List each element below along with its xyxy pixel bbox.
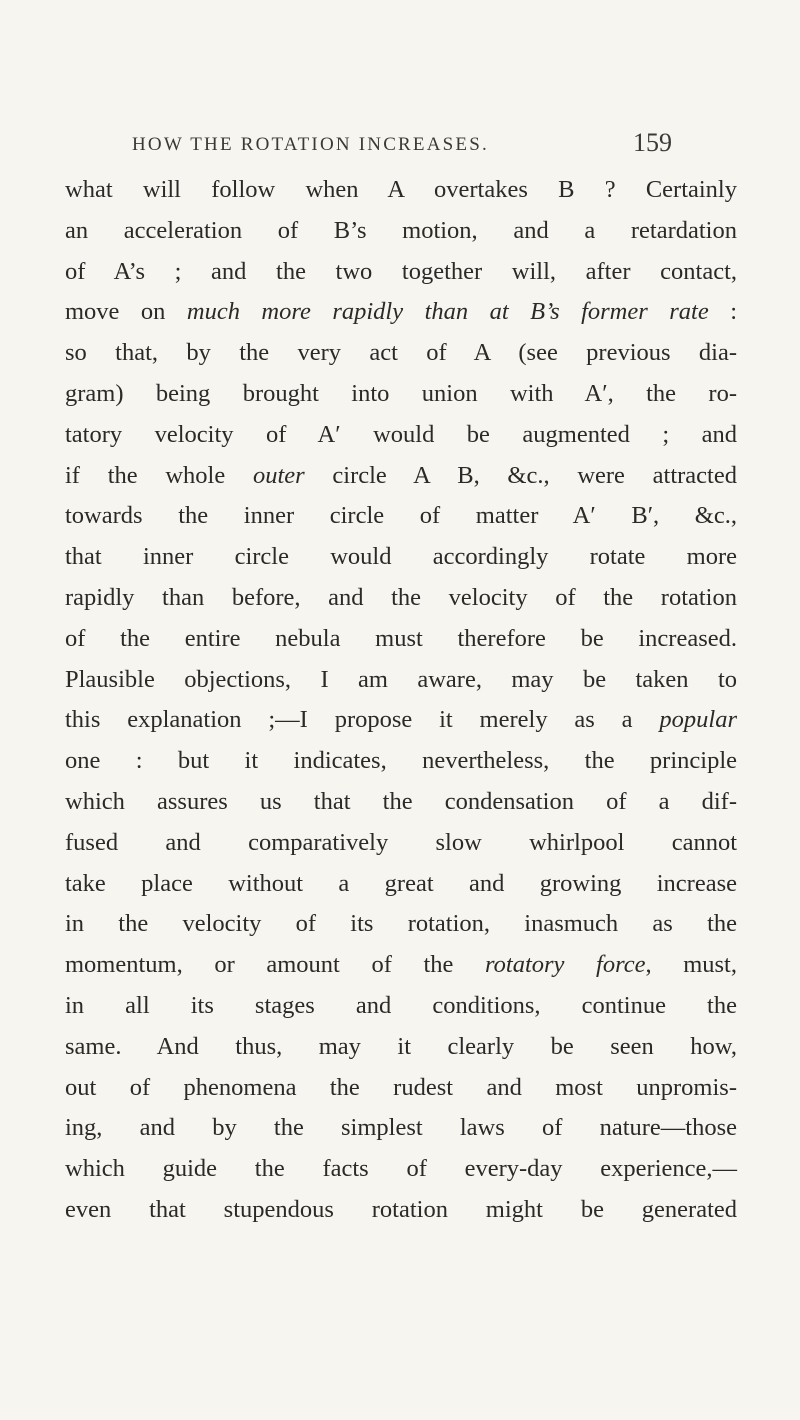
text-run: circle A B, &c., were attracted <box>304 461 737 489</box>
text-run: so that, by the very act of A (see previous dia- <box>65 339 737 367</box>
text-run: out of phenomena the rudest and most unpromis- <box>65 1073 737 1101</box>
text-line <box>65 170 737 211</box>
text-line <box>65 1108 737 1149</box>
text-line <box>65 945 737 986</box>
text-run: : <box>708 298 737 326</box>
text-line <box>65 456 737 497</box>
text-run: this explanation ;—I propose it merely as a <box>65 706 660 734</box>
text-line <box>65 252 737 293</box>
text-line <box>65 1190 737 1231</box>
italic-text: outer <box>252 461 305 489</box>
italic-text: rotatory force <box>485 951 646 979</box>
text-line <box>65 660 737 701</box>
italic-text: popular <box>659 706 737 734</box>
text-line <box>65 823 737 864</box>
text-line <box>65 904 737 945</box>
text-run: Plausible objections, I am aware, may be taken to <box>65 665 737 693</box>
text-line <box>65 496 737 537</box>
text-run: if the whole <box>65 461 253 489</box>
text-run: of the entire nebula must therefore be increased. <box>65 624 737 652</box>
text-run: which assures us that the condensation of a dif- <box>65 787 737 815</box>
text-run: move on <box>65 298 187 326</box>
text-line <box>65 1149 737 1190</box>
text-run: an acceleration of B’s motion, and a retardation <box>65 216 737 244</box>
text-run: one : but it indicates, nevertheless, the principle <box>65 747 737 775</box>
text-run: , must, <box>645 951 737 979</box>
text-run: which guide the facts of every-day experience,— <box>65 1155 737 1183</box>
text-line <box>65 415 737 456</box>
text-line <box>65 782 737 823</box>
text-line <box>65 619 737 660</box>
text-run: in all its stages and conditions, continue the <box>65 991 737 1019</box>
text-run: same. And thus, may it clearly be seen how, <box>65 1032 737 1060</box>
text-line <box>65 333 737 374</box>
text-run: momentum, or amount of the <box>65 951 486 979</box>
text-line <box>65 374 737 415</box>
text-line <box>65 537 737 578</box>
text-run: towards the inner circle of matter A′ B′, &c., <box>65 502 737 530</box>
page-number: 159 <box>633 128 672 157</box>
text-run: what will follow when A overtakes B ? Certainly <box>65 176 737 203</box>
text-run: take place without a great and growing increase <box>65 869 737 897</box>
text-line <box>65 211 737 252</box>
text-line <box>65 578 737 619</box>
text-run: rapidly than before, and the velocity of the rotation <box>65 583 737 611</box>
text-run: fused and comparatively slow whirlpool cannot <box>65 828 737 856</box>
italic-text: much more rapidly than at B’s former rate <box>186 298 709 326</box>
text-line <box>65 1068 737 1109</box>
text-run: gram) being brought into union with A′, the ro- <box>65 379 737 407</box>
running-title: HOW THE ROTATION INCREASES. <box>132 134 489 155</box>
text-line <box>65 986 737 1027</box>
text-line <box>65 741 737 782</box>
body-text <box>65 170 737 1231</box>
text-run: even that stupendous rotation might be generated <box>65 1195 737 1223</box>
text-run: ing, and by the simplest laws of nature—those <box>65 1114 737 1142</box>
text-line <box>65 864 737 905</box>
text-run: of A’s ; and the two together will, after contact, <box>65 257 737 285</box>
text-line <box>65 292 737 333</box>
text-line <box>65 1027 737 1068</box>
text-run: that inner circle would accordingly rotate more <box>65 543 737 571</box>
text-run: tatory velocity of A′ would be augmented ; and <box>65 420 737 448</box>
text-run: in the velocity of its rotation, inasmuch as the <box>65 910 737 938</box>
running-head <box>132 128 672 168</box>
text-line <box>65 700 737 741</box>
